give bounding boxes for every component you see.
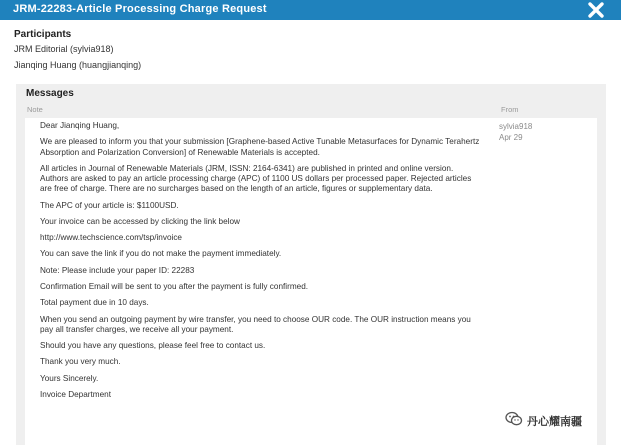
close-icon[interactable]	[587, 1, 605, 19]
participant-item: Jianqing Huang (huangjianqing)	[14, 60, 142, 70]
message-from	[499, 122, 532, 143]
watermark	[505, 412, 582, 430]
note-column-header: Note	[27, 105, 43, 114]
message-paragraph: Note: Please include your paper ID: 22283	[40, 265, 195, 275]
message-paragraph: All articles in Journal of Renewable Materials (JRM, ISSN: 2164-6341) are published in printed and online version. Authors are asked to pay an article processing charge (APC) of 1100 US dollars per processed paper. Rejected articles are free of charge. There are no surcharges based on the length of an article, figures or supplementary data.	[40, 163, 472, 194]
messages-heading: Messages	[26, 88, 74, 99]
message-paragraph: Thank you very much.	[40, 357, 121, 367]
participants-heading: Participants	[14, 29, 72, 40]
message-paragraph: Yours Sincerely.	[40, 373, 99, 383]
message-paragraph: Invoice Department	[40, 389, 111, 399]
message-item	[25, 118, 597, 448]
watermark-text: 丹心耀南疆	[527, 416, 582, 428]
message-paragraph: The APC of your article is: $1100USD.	[40, 200, 179, 210]
message-paragraph: We are pleased to inform you that your submission [Graphene-based Active Tunable Metasurfaces for Dynamic Terahertz Absorption and Polarization Conversion] of Renewable Materials is accepted.	[40, 137, 480, 157]
message-body	[40, 121, 480, 406]
message-date: Apr 29	[499, 132, 523, 142]
from-column-header: From	[501, 105, 519, 114]
message-paragraph: Total payment due in 10 days.	[40, 298, 149, 308]
sender-name: sylvia918	[499, 122, 533, 131]
invoice-link[interactable]: http://www.techscience.com/tsp/invoice	[40, 233, 182, 243]
window-title: JRM-22283-Article Processing Charge Request	[13, 3, 267, 15]
message-paragraph: Your invoice can be accessed by clicking the link below	[40, 216, 240, 226]
message-paragraph: Should you have any questions, please feel free to contact us.	[40, 341, 266, 351]
title-bar	[0, 0, 621, 20]
participant-item: JRM Editorial (sylvia918)	[14, 44, 114, 54]
message-paragraph: Confirmation Email will be sent to you after the payment is fully confirmed.	[40, 281, 309, 291]
message-paragraph: Dear Jianqing Huang,	[40, 121, 120, 130]
wechat-logo-icon	[505, 411, 523, 432]
messages-panel	[16, 84, 606, 445]
message-paragraph: You can save the link if you do not make the payment immediately.	[40, 249, 282, 259]
message-paragraph: When you send an outgoing payment by wire transfer, you need to choose OUR code. The OUR instruction means you pay all transfer charges, we receive all your payment.	[40, 314, 471, 334]
